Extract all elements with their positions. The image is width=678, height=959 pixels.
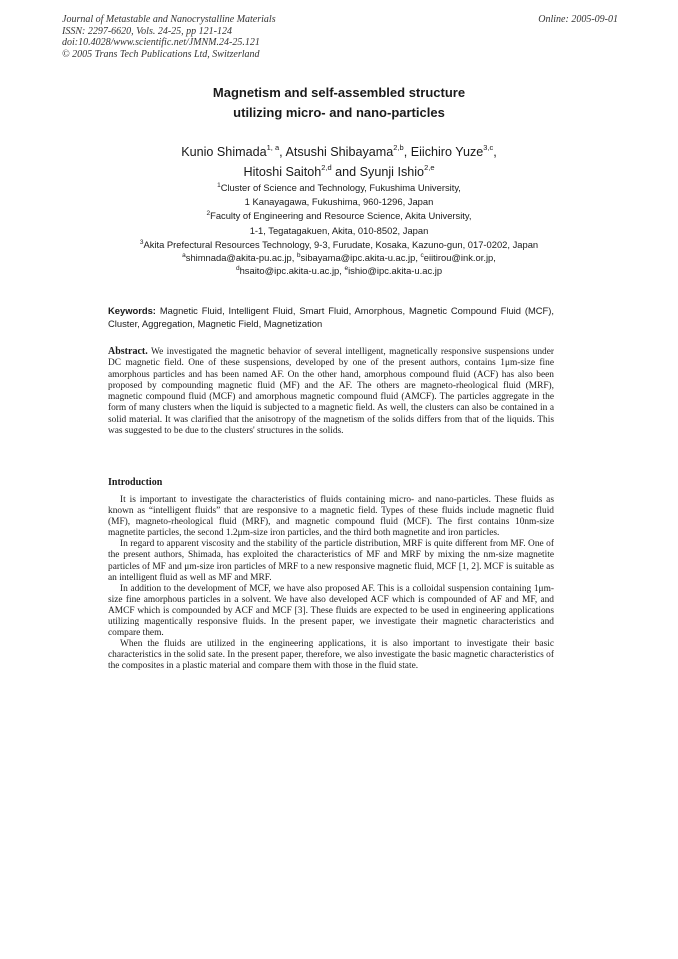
author-sup: 2,d: [321, 163, 332, 172]
keywords-label: Keywords:: [108, 305, 156, 316]
affiliation-1: [0, 181, 678, 195]
abstract-label: Abstract.: [108, 346, 148, 357]
title-line-2: utilizing micro- and nano-particles: [233, 105, 445, 120]
affiliation-2: [0, 209, 678, 223]
title-line-1: Magnetism and self-assembled structure: [212, 85, 466, 100]
affiliation-text: Faculty of Engineering and Resource Science, Akita University,: [210, 210, 472, 222]
author-separator: ,: [279, 145, 286, 159]
affiliation-sup: 3: [139, 238, 144, 246]
email-sup: e: [344, 264, 349, 272]
email-separator: ,: [415, 252, 421, 264]
email-separator: ,: [339, 264, 345, 276]
intro-paragraph: When the fluids are utilized in the engineering applications, it is also important to investigate their basic characteristics in the solid sate. In the present paper, therefore, we also investigate the basic magnetic characteristics of the composites in a plastic material and compare them with those in the fluid state.: [108, 639, 554, 672]
author-name: Eiichiro Yuze: [410, 145, 484, 159]
author-line-1: [0, 142, 678, 162]
author-list: [0, 142, 678, 182]
email-address: hsaito@ipc.akita-u.ac.jp: [239, 264, 340, 276]
author-sup: 2,e: [424, 163, 435, 172]
author-line-2: [0, 162, 678, 182]
paper-title: [0, 83, 678, 123]
author-name: Syunji Ishio: [359, 165, 425, 179]
email-address: shimnada@akita-pu.ac.jp: [185, 252, 292, 264]
journal-metadata: [62, 14, 482, 60]
author-name: Atsushi Shibayama: [285, 145, 394, 159]
email-sup: b: [296, 252, 301, 260]
author-name: Hitoshi Saitoh: [243, 165, 322, 179]
author-sup: 2,b: [393, 143, 404, 152]
abstract-section: [108, 346, 554, 437]
introduction-heading: Introduction: [108, 477, 163, 488]
email-line-2: [0, 265, 678, 278]
affiliation-3: [0, 238, 678, 252]
author-separator: ,: [493, 145, 497, 159]
email-address: eiitirou@ink.or.jp: [423, 252, 494, 264]
journal-name: Journal of Metastable and Nanocrystalline Materials: [62, 14, 276, 25]
affiliation-1-address: 1 Kanayagawa, Fukushima, 960-1296, Japan: [244, 196, 434, 208]
email-sup: c: [420, 252, 424, 260]
affiliation-text: Akita Prefectural Resources Technology, 9-3, Furudate, Kosaka, Kazuno-gun, 017-0202, Japan: [143, 238, 539, 250]
author-name: Kunio Shimada: [181, 145, 267, 159]
affiliation-sup: 1: [217, 182, 221, 189]
online-date: Online: 2005-09-01: [538, 14, 618, 25]
intro-paragraph: It is important to investigate the characteristics of fluids containing micro- and nano-particles. These fluids as known as “intelligent fluids” that are responsive to a magnetic field. Types of these fluids include magnetic fluid (MF), magneto-rheological fluid (MRF), and magnetic compound fluid (MCF). The first contains 10nm-size magnetite particles, the second 1.2μm-size iron particles, and the third both magnetite and iron particles.: [108, 495, 554, 539]
introduction-body: [108, 495, 554, 673]
affiliation-text: Cluster of Science and Technology, Fukushima University,: [220, 182, 461, 193]
intro-paragraph: In addition to the development of MCF, we have also proposed AF. This is a colloidal suspension containing 1μm-size fine amorphous particles in a solvent. We have also developed ACF which is compounded of AF and MF, and AMCF which is compounded by ACF and MCF [3]. These fluids are expected to be used in engineering applications utilizing magentically responsive fluids. In the present paper, we investigate their magnetic characteristics and compare them.: [108, 583, 554, 639]
intro-paragraph: In regard to apparent viscosity and the stability of the particle distribution, MRF is quite different from MF. One of the present authors, Shimada, has exploited the characteristics of MF and MRF by mixing the nm-size magnetite particles of MF and μm-size iron particles of MRF to a new responsive magnetic fluid, MCF [1, 2]. MCF is suitable as an intelligent fluid as well as MF and MRF.: [108, 539, 554, 583]
email-sup: a: [182, 252, 186, 260]
affiliation-sup: 2: [206, 210, 211, 218]
keywords-section: [108, 305, 554, 330]
email-address: sibayama@ipc.akita-u.ac.jp: [300, 252, 416, 264]
affiliation-block: [0, 181, 678, 277]
author-sup: 3,c: [483, 143, 494, 152]
keywords-text: Magnetic Fluid, Intelligent Fluid, Smart Fluid, Amorphous, Magnetic Compound Fluid (MCF), Cluster, Aggregation, Magnetic Field, Magnetization: [108, 305, 555, 329]
affiliation-2-address: 1-1, Tegatagakuen, Akita, 010-8502, Japan: [249, 224, 429, 236]
journal-doi: doi:10.4028/www.scientific.net/JMNM.24-25.121: [62, 37, 260, 48]
author-sup: 1, a: [266, 143, 280, 152]
journal-copyright: © 2005 Trans Tech Publications Ltd, Switzerland: [62, 48, 260, 60]
email-line-1: [0, 252, 678, 265]
author-separator: ,: [403, 145, 411, 159]
email-address: ishio@ipc.akita-u.ac.jp: [348, 264, 443, 276]
abstract-text: We investigated the magnetic behavior of several intelligent, magnetically responsive suspensions under DC magnetic field. One of these suspensions, developed by one of the present authors, contains 1μm-size fine amorphous particles and has been named AF. On the other hand, amorphous compound fluid (ACF) has also been proposed by compounding magnetic fluid (MF) and the AF. The others are magneto-rheological fluid (MRF), magnetic compound fluid (MCF) and amorphous magnetic compound fluid (AMCF). The particles aggregate in the form of many clusters when the liquid is subjected to a magnetic field. As well, the clusters can also be contained in a solid material. It was clarified that the anisotropy of the magnetism of the solids differs from that of the liquids. This was suggested to be due to the clusters' structures in the solids.: [108, 347, 554, 437]
email-separator: ,: [291, 252, 297, 264]
email-separator: ,: [493, 252, 496, 264]
author-separator: and: [331, 165, 360, 179]
journal-issn: ISSN: 2297-6620, Vols. 24-25, pp 121-124: [62, 25, 232, 37]
email-sup: d: [235, 264, 240, 272]
